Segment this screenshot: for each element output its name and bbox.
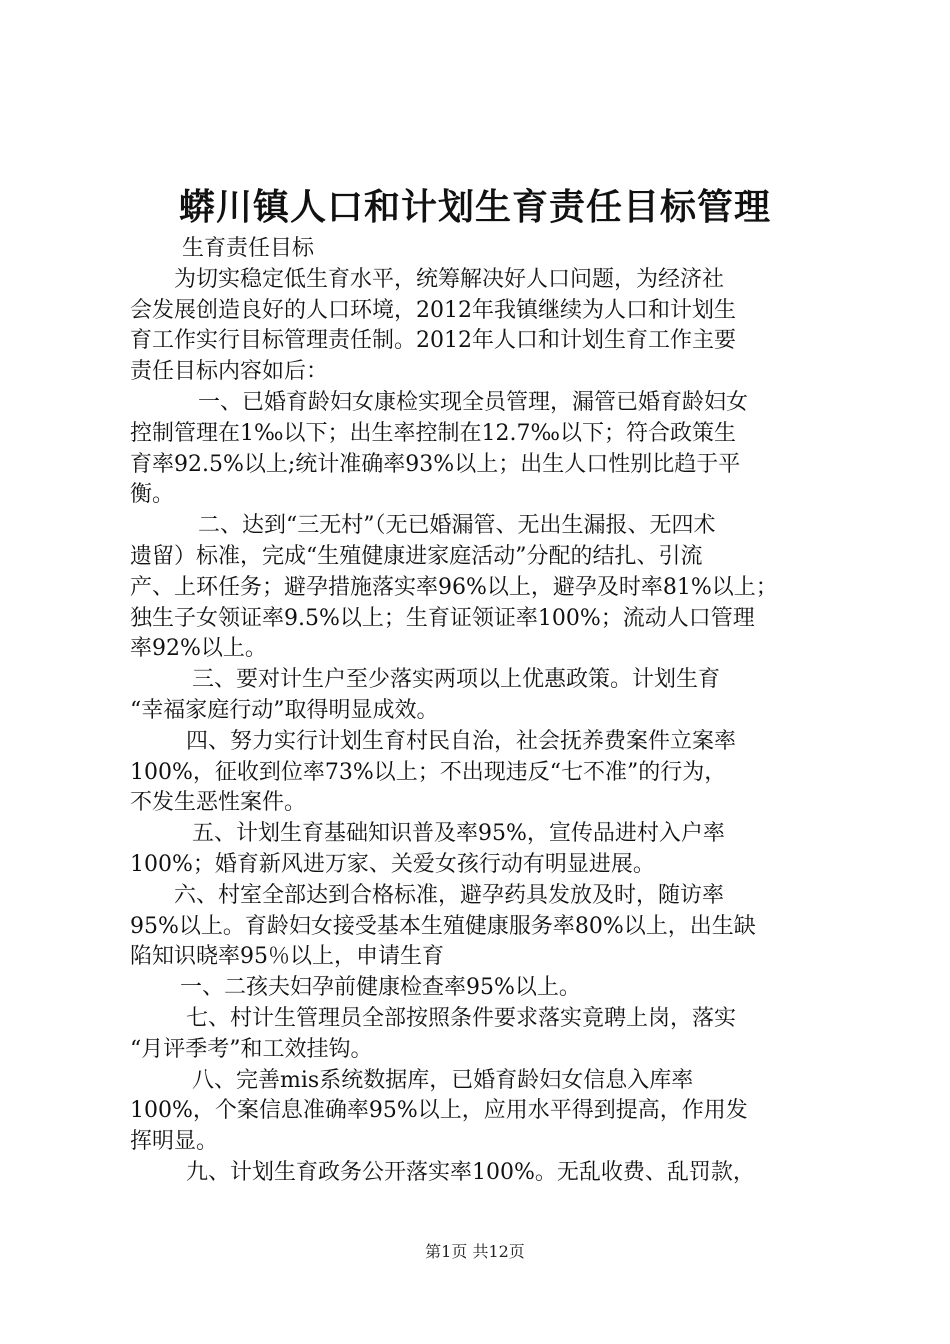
- body-line: 九、计划生育政务公开落实率100%。无乱收费、乱罚款，: [186, 1159, 755, 1185]
- body-line: 独生子女领证率9.5%以上；生育证领证率100%；流动人口管理: [130, 605, 755, 631]
- body-line: 衡。: [130, 482, 175, 508]
- body-line: 一、已婚育龄妇女康检实现全员管理，漏管已婚育龄妇女: [198, 389, 749, 415]
- body-line: 育率92.5%以上;统计准确率93%以上；出生人口性别比趋于平: [130, 451, 741, 477]
- body-line: 生育责任目标: [182, 236, 315, 261]
- body-line: 挥明显。: [130, 1129, 219, 1155]
- page-title: 蟒川镇人口和计划生育责任目标管理: [178, 187, 771, 228]
- body-line: 责任目标内容如后：: [130, 359, 329, 385]
- body-line: 100%，个案信息准确率95%以上，应用水平得到提高，作用发: [130, 1098, 748, 1124]
- body-line: 六、村室全部达到合格标准，避孕药具发放及时，随访率: [174, 882, 725, 908]
- body-line: 八、完善mis系统数据库，已婚育龄妇女信息入库率: [192, 1067, 694, 1093]
- body-line: 100%，征收到位率73%以上；不出现违反“七不准”的行为，: [130, 759, 727, 785]
- body-line: 四、努力实行计划生育村民自治，社会抚养费案件立案率: [186, 728, 737, 754]
- body-line: “月评季考”和工效挂钩。: [130, 1036, 373, 1062]
- body-line: 产、上环任务；避孕措施落实率96%以上，避孕及时率81%以上；: [130, 574, 778, 600]
- body-line: 五、计划生育基础知识普及率95%，宣传品进村入户率: [192, 821, 725, 847]
- body-line: 二、达到“三无村”（无已婚漏管、无出生漏报、无四术: [198, 513, 716, 539]
- body-line: 遗留）标准，完成“生殖健康进家庭活动”分配的结扎、引流: [130, 543, 703, 569]
- body-line: 七、村计生管理员全部按照条件要求落实竟聘上岗，落实: [186, 1005, 737, 1031]
- page-number-footer: 第1页 共12页: [425, 1242, 525, 1261]
- body-line: 一、二孩夫妇孕前健康检查率95%以上。: [180, 975, 581, 1001]
- body-line: 陷知识晓率95％以上，申请生育: [130, 944, 444, 970]
- body-line: 三、要对计生户至少落实两项以上优惠政策。计划生育: [192, 667, 721, 693]
- body-line: 率92%以上。: [130, 636, 267, 662]
- body-line: “幸福家庭行动”取得明显成效。: [130, 697, 439, 723]
- body-line: 95%以上。育龄妇女接受基本生殖健康服务率80%以上，出生缺: [130, 913, 756, 939]
- body-line: 不发生恶性案件。: [130, 790, 307, 816]
- body-line: 育工作实行目标管理责任制。2012年人口和计划生育工作主要: [130, 328, 736, 354]
- body-line: 会发展创造良好的人口环境，2012年我镇继续为人口和计划生: [130, 297, 736, 323]
- body-line: 为切实稳定低生育水平，统筹解决好人口问题，为经济社: [174, 266, 725, 292]
- body-line: 控制管理在1‰以下；出生率控制在12.7‰以下；符合政策生: [130, 420, 737, 446]
- body-line: 100%；婚育新风进万家、关爱女孩行动有明显进展。: [130, 851, 655, 877]
- document-body: [130, 234, 834, 1189]
